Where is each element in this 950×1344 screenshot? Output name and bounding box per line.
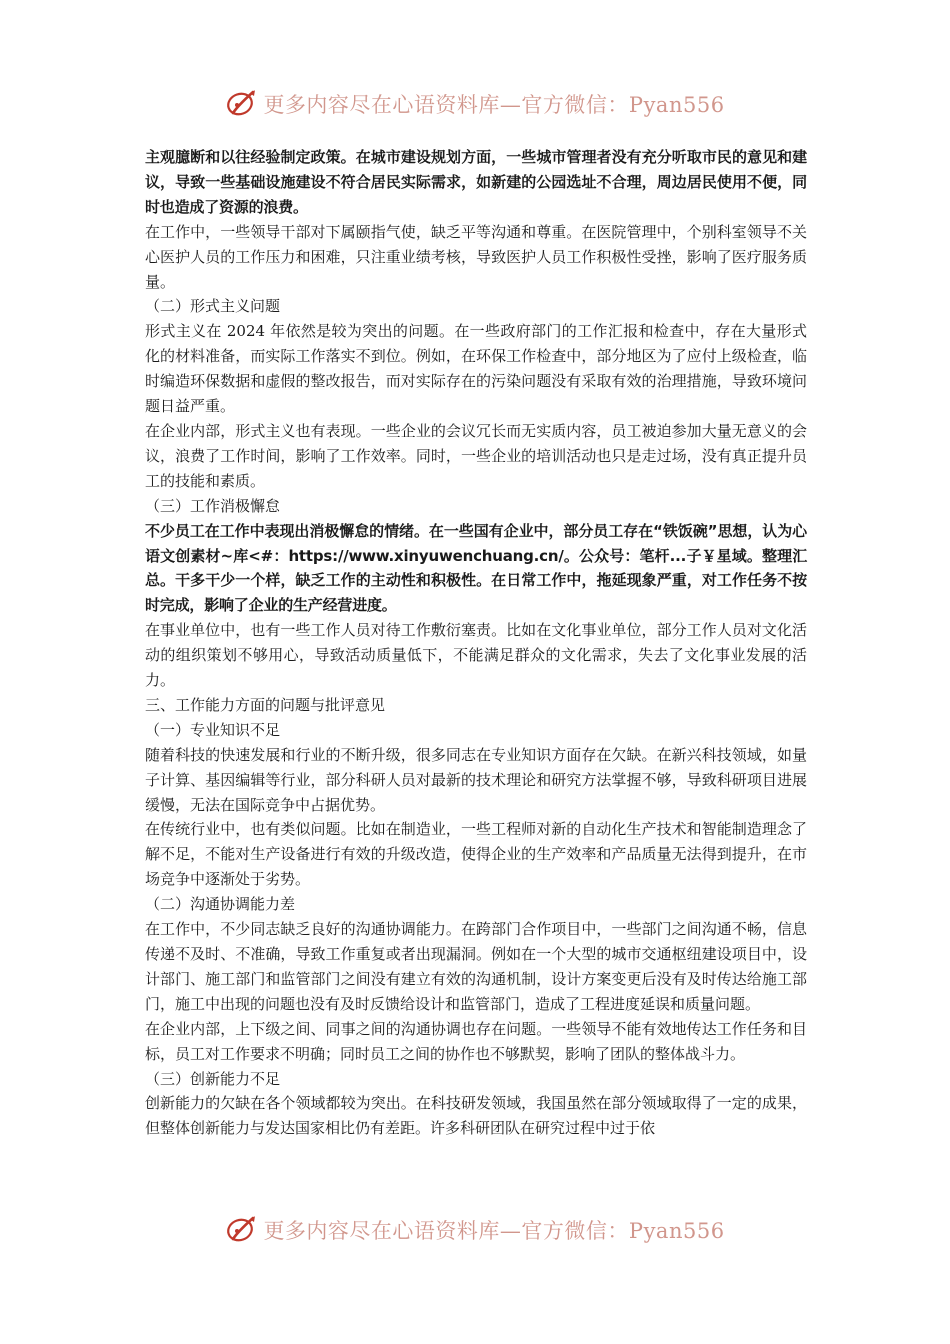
body-paragraph: 不少员工在工作中表现出消极懈怠的情绪。在一些国有企业中，部分员工存在“铁饭碗”思想，认为心语文创素材~库<#：https://www.xinyuwenchuang.cn/。公众号：笔杆...子￥星域。整理汇总。干多干少一个样，缺乏工作的主动性和积极性。在日常工作中，拖延现象严重，对工作任务不按时完成，影响了企业的生产经营进度。 [145,521,807,615]
footer-banner [0,1210,950,1250]
section-heading: （三）工作消极懈怠 [145,496,281,515]
header-banner [0,84,950,124]
body-paragraph: 在传统行业中，也有类似问题。比如在制造业，一些工程师对新的自动化生产技术和智能制造理念了解不足，不能对生产设备进行有效的升级改造，使得企业的生产效率和产品质量无法得到提升，在市场竞争中逐渐处于劣势。 [145,820,807,889]
banner-text: 更多内容尽在心语资料库—官方微信：Pyan556 [263,1219,725,1243]
banner-text: 更多内容尽在心语资料库—官方微信：Pyan556 [263,93,725,117]
body-paragraph: 形式主义在 2024 年依然是较为突出的问题。在一些政府部门的工作汇报和检查中，存在大量形式化的材料准备，而实际工作落实不到位。例如，在环保工作检查中，部分地区为了应付上级检查，临时编造环保数据和虚假的整改报告，而对实际存在的污染问题没有采取有效的治理措施，导致环境问题日益严重。 [145,322,807,416]
section-heading: 三、工作能力方面的问题与批评意见 [145,695,386,714]
section-heading: （三）创新能力不足 [145,1069,281,1088]
body-paragraph: 主观臆断和以往经验制定政策。在城市建设规划方面，一些城市管理者没有充分听取市民的意见和建议，导致一些基础设施建设不符合居民实际需求，如新建的公园选址不合理，周边居民使用不便，同时也造成了资源的浪费。 [145,148,807,216]
body-paragraph: 在企业内部，形式主义也有表现。一些企业的会议冗长而无实质内容，员工被迫参加大量无意义的会议，浪费了工作时间，影响了工作效率。同时，一些企业的培训活动也只是走过场，没有真正提升员工的技能和素质。 [145,421,807,490]
body-paragraph: 在工作中，一些领导干部对下属颐指气使，缺乏平等沟通和尊重。在医院管理中，个别科室领导不关心医护人员的工作压力和困难，只注重业绩考核，导致医护人员工作积极性受挫，影响了医疗服务质量。 [145,222,807,291]
body-paragraph: 随着科技的快速发展和行业的不断升级，很多同志在专业知识方面存在欠缺。在新兴科技领域，如量子计算、基因编辑等行业，部分科研人员对最新的技术理论和研究方法掌握不够，导致科研项目进展缓慢，无法在国际竞争中占据优势。 [145,745,807,814]
section-heading: （一）专业知识不足 [145,720,281,739]
body-paragraph: 创新能力的欠缺在各个领域都较为突出。在科技研发领域，我国虽然在部分领域取得了一定的成果，但整体创新能力与发达国家相比仍有差距。许多科研团队在研究过程中过于依 [145,1094,807,1138]
pen-swirl-icon [225,87,259,121]
body-paragraph: 在企业内部，上下级之间、同事之间的沟通协调也存在问题。一些领导不能有效地传达工作任务和目标，员工对工作要求不明确；同时员工之间的协作也不够默契，影响了团队的整体战斗力。 [145,1019,807,1063]
body-paragraph: 在事业单位中，也有一些工作人员对待工作敷衍塞责。比如在文化事业单位，部分工作人员对文化活动的组织策划不够用心，导致活动质量低下，不能满足群众的文化需求，失去了文化事业发展的活力。 [145,621,807,690]
pen-swirl-icon [225,1213,259,1247]
section-heading: （二）沟通协调能力差 [145,895,296,914]
document-body [145,145,807,1141]
section-heading: （二）形式主义问题 [145,297,281,316]
body-paragraph: 在工作中，不少同志缺乏良好的沟通协调能力。在跨部门合作项目中，一些部门之间沟通不畅，信息传递不及时、不准确，导致工作重复或者出现漏洞。例如在一个大型的城市交通枢纽建设项目中，设计部门、施工部门和监管部门之间没有建立有效的沟通机制，设计方案变更后没有及时传达给施工部门，施工中出现的问题也没有及时反馈给设计和监管部门，造成了工程进度延误和质量问题。 [145,920,807,1013]
